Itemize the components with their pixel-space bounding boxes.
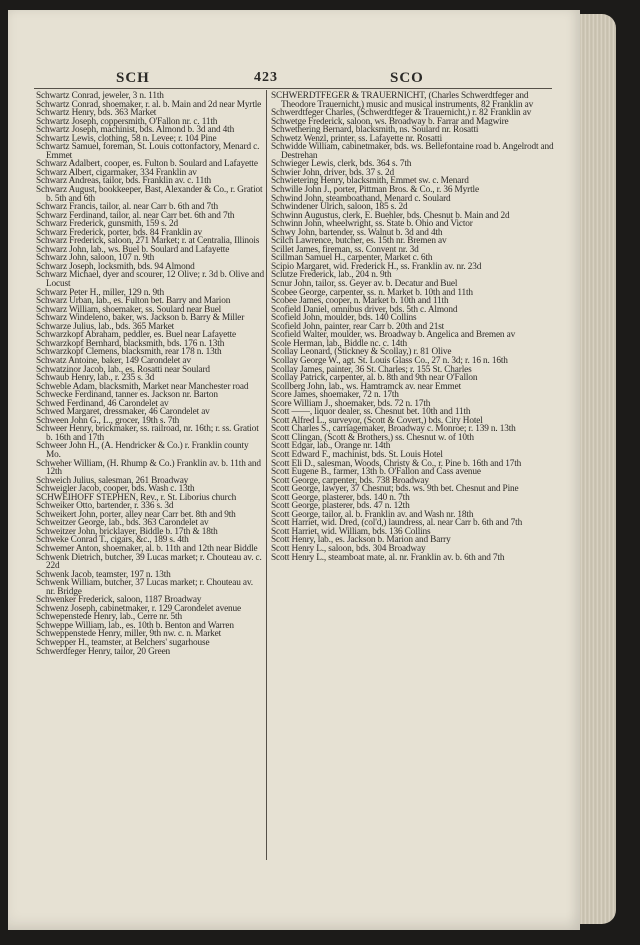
directory-entry: Scobee James, cooper, n. Market b. 10th and 11th [271, 296, 449, 307]
directory-entry: Schwarz Ferdinand, tailor, al. near Carr bet. 6th and 7th [36, 210, 235, 221]
directory-entry: Scipio Margaret, wid. Frederick H., ss. Franklin av. nr. 23d [271, 261, 482, 272]
directory-entry: Schweble Adam, blacksmith, Market near Manchester road [36, 381, 249, 392]
directory-entry: Schwarzkopf Abraham, peddler, es. Buel near Lafayette [36, 330, 236, 341]
directory-entry: Scobee George, carpenter, ss. n. Market b. 10th and 11th [271, 287, 473, 298]
directory-entry: Schwartz Henry, bds. 363 Market [36, 108, 157, 119]
directory-entry: SCHWEIHOFF STEPHEN, Rev., r. St. Liborius church [36, 492, 237, 503]
directory-entry: Scott Eugene B., farmer, 13th b. O'Fallon and Cass avenue [271, 467, 481, 478]
directory-entry: Schwartz Conrad, shoemaker, r. al. b. Main and 2d near Myrtle [36, 99, 262, 110]
directory-entry: Schwy John, bartender, ss. Walnut b. 3d and 4th [271, 227, 443, 238]
directory-entry: Scillet James, fireman, ss. Convent nr. 3d [271, 244, 419, 255]
directory-entry: Scott Charles S., carriagemaker, Broadway c. Monroe; r. 139 n. 13th [271, 424, 516, 435]
directory-entry: Schwinn Augustus, clerk, E. Buehler, bds. Chesnut b. Main and 2d [271, 210, 510, 221]
header-right-guide-word: SCO [390, 70, 424, 86]
directory-entry: Schwarz Urban, lab., es. Fulton bet. Barry and Marion [36, 296, 231, 307]
directory-entry: Scollberg John, lab., ws. Hamtramck av. near Emmet [271, 381, 462, 392]
directory-entry: Schwerdfeger Henry, tailor, 20 Green [36, 646, 171, 657]
directory-entry: Schwarzkopf Clemens, blacksmith, rear 178 n. 13th [36, 347, 222, 358]
directory-entry: Schwarzkopf Bernhard, blacksmith, bds. 176 n. 13th [36, 338, 225, 349]
directory-entry: Scott George, tailor, al. b. Franklin av. and Wash nr. 18th [271, 509, 474, 520]
directory-entry: Schwieger Lewis, clerk, bds. 364 s. 7th [271, 159, 412, 170]
directory-entry: Sclutze Frederick, lab., 204 n. 9th [271, 270, 392, 281]
directory-entry: Schwerdtfeger Charles, (Schwerdtfeger & Trauernicht,) r. 82 Franklin av [271, 108, 532, 119]
directory-entry: Schweke Conrad T., cigars, &c., 189 s. 4th [36, 535, 189, 546]
directory-entry: Schwarz Joseph, locksmith, bds. 94 Almond [36, 261, 195, 272]
directory-entry: Schwed Margaret, dressmaker, 46 Carondelet av [36, 407, 210, 418]
directory-entry: Schweppe William, lab., es. 10th b. Benton and Warren [36, 620, 234, 631]
directory-entry: Schwarz Peter H., miller, 129 n. 9th [36, 287, 164, 298]
directory-entry: Schwarz John, lab., ws. Buel b. Soulard and Lafayette [36, 244, 230, 255]
directory-entry: Schwetz Wenzl, printer, ss. Lafayette nr. Rosatti [271, 133, 443, 144]
directory-entry: Schwarz Michael, dyer and scourer, 12 Olive; r. 3d b. Olive and Locust [36, 270, 264, 290]
page-number: 423 [254, 70, 278, 85]
directory-entry: Schwenk William, butcher, 37 Lucas market; r. Chouteau av. nr. Bridge [36, 578, 253, 597]
directory-entry: Schwarz John, saloon, 107 n. 9th [36, 253, 155, 264]
directory-entry: Scollay Patrick, carpenter, al. b. 8th and 9th near O'Fallon [271, 373, 478, 384]
directory-entry: Scott George, lawyer, 37 Chesnut; bds. ws. 9th bet. Chesnut and Pine [271, 484, 519, 495]
directory-entry: Schwarz August, bookkeeper, Bast, Alexander & Co., r. Gratiot b. 5th and 6th [36, 185, 263, 204]
directory-entry: Scofield Walter, moulder, ws. Broadway b. Angelica and Bremen av [271, 330, 516, 341]
directory-entry: Schwatzinor Jacob, lab., es. Rosatti near Soulard [36, 364, 210, 375]
directory-entry: Scott Henry L., saloon, bds. 304 Broadway [271, 543, 426, 554]
directory-entry: Scillman Samuel H., carpenter, Market c. 6th [271, 253, 433, 264]
directory-entry: Scott Henry, lab., es. Jackson b. Marion and Barry [271, 535, 451, 546]
directory-entry: Schwarz Frederick, porter, bds. 84 Franklin av [36, 227, 202, 238]
directory-entry: Scott Harriet, wid. Dred, (col'd,) laundress, al. near Carr b. 6th and 7th [271, 518, 523, 529]
directory-entry: Schwidde William, cabinetmaker, bds. ws. Bellefontaine road b. Angelrodt and Destrehan [271, 142, 554, 161]
directory-entry: Scofield John, painter, rear Carr b. 20th and 21st [271, 321, 445, 332]
directory-entry: Scofield Daniel, omnibus driver, bds. 5th c. Almond [271, 304, 458, 315]
directory-entry: Scofield John, moulder, bds. 140 Collins [271, 313, 417, 324]
directory-entry: Schwarz Adalbert, cooper, es. Fulton b. Soulard and Lafayette [36, 159, 258, 170]
directory-entry: Schweigler Jacob, cooper, bds. Wash c. 13th [36, 484, 195, 495]
directory-entry: Schweikert John, porter, alley near Carr bet. 8th and 9th [36, 509, 236, 520]
directory-entry: Scott George, plasterer, bds. 47 n. 12th [271, 501, 410, 512]
directory-entry: Schwecke Ferdinand, tanner es. Jackson nr. Barton [36, 390, 218, 401]
directory-entry: Scott Clingan, (Scott & Brothers,) ss. Chesnut w. of 10th [271, 432, 474, 443]
directory-entry: Scott Edward F., machinist, bds. St. Louis Hotel [271, 449, 443, 460]
directory-entry: Schwethering Bernard, blacksmith, ns. Soulard nr. Rosatti [271, 125, 479, 136]
right-column [271, 92, 559, 562]
directory-entry: Schwarz Andreas, tailor, bds. Franklin av. c. 11th [36, 176, 212, 187]
directory-entry: Schwarz Francis, tailor, al. near Carr b. 6th and 7th [36, 202, 218, 213]
directory-entry: Schwenk Jacob, teamster, 197 n. 13th [36, 569, 171, 580]
directory-entry: Schwindener Ulrich, saloon, 185 s. 2d [271, 202, 408, 213]
directory-entry: Schwartz Samuel, foreman, St. Louis cottonfactory, Menard c. Emmet [36, 142, 260, 161]
directory-entry: Schwarze Julius, lab., bds. 365 Market [36, 321, 175, 332]
directory-entry: Schweppenstede Henry, miller, 9th nw. c. n. Market [36, 629, 222, 640]
directory-entry: Schwatz Antoine, baker, 149 Carondelet av [36, 355, 191, 366]
directory-entry: Schwarz Frederick, gunsmith, 159 s. 2d [36, 219, 178, 230]
directory-entry: Schwier John, driver, bds. 37 s. 2d [271, 167, 394, 178]
directory-entry: Scott Edgar, lab., Orange nr. 14th [271, 441, 391, 452]
directory-entry: Score James, shoemaker, 72 n. 17th [271, 390, 399, 401]
directory-entry: Schwietering Henry, blacksmith, Emmet sw. c. Menard [271, 176, 469, 187]
directory-entry: Scott Eli D., salesman, Woods, Christy & Co., r. Pine b. 16th and 17th [271, 458, 522, 469]
directory-entry: Schwarz Frederick, saloon, 271 Market; r. at Centralia, Illinois [36, 236, 260, 247]
directory-entry: SCHWERDTFEGER & TRAUERNICHT, (Charles Schwerdtfeger and Theodore Trauernicht,) music and musical instruments, 82 Franklin av [271, 91, 534, 110]
directory-entry: Schwind John, steamboathand, Menard c. Soulard [271, 193, 451, 204]
directory-entry: Scott Henry L., steamboat mate, al. nr. Franklin av. b. 6th and 7th [271, 552, 505, 563]
directory-entry: Scott Harriet, wid. William, bds. 136 Collins [271, 526, 431, 537]
directory-entry: Scott Alfred L., surveyor, (Scott & Covert,) bds. City Hotel [271, 415, 483, 426]
directory-entry: Schwarz Windeleno, baker, ws. Jackson b. Barry & Miller [36, 313, 245, 324]
directory-entry: Schwetge Frederick, saloon, ws. Broadway b. Farrar and Magwire [271, 116, 509, 127]
directory-entry: Scott George, plasterer, bds. 140 n. 7th [271, 492, 410, 503]
directory-entry: Schwemer Anton, shoemaker, al. b. 11th and 12th near Biddle [36, 543, 258, 554]
directory-entry: Schwartz Joseph, machinist, bds. Almond b. 3d and 4th [36, 125, 235, 136]
directory-page [8, 10, 580, 930]
header-rule [34, 88, 552, 89]
directory-entry: Schwartz Lewis, clothing, 58 n. Levee; r. 104 Pine [36, 133, 217, 144]
directory-entry: Schweer Henry, brickmaker, ss. railroad, nr. 16th; r. ss. Gratiot b. 16th and 17th [36, 424, 259, 443]
directory-entry: Schwartz Conrad, jeweler, 3 n. 11th [36, 91, 164, 101]
directory-entry: Schwenk Dietrich, butcher, 39 Lucas market; r. Chouteau av. c. 22d [36, 552, 262, 572]
directory-entry: Schwepenstede Henry, lab., Cerre nr. 5th [36, 612, 182, 623]
directory-entry: Schweher William, (H. Rhump & Co.) Franklin av. b. 11th and 12th [36, 458, 261, 478]
directory-entry: Score William J., shoemaker, bds. 72 n. 17th [271, 398, 431, 409]
header-left-guide-word: SCH [116, 70, 150, 86]
book-page-edges [580, 14, 616, 924]
directory-entry: Scilch Lawrence, butcher, es. 15th nr. Bremen av [271, 236, 447, 247]
directory-entry: Scott ——, liquor dealer, ss. Chesnut bet. 10th and 11th [271, 407, 471, 418]
directory-entry: Scole Herman, lab., Biddle nc. c. 14th [271, 338, 408, 349]
directory-entry: Schwed Ferdinand, 46 Carondelet av [36, 398, 169, 409]
directory-entry: Schwepper H., teamster, at Belchers' sugarhouse [36, 638, 210, 648]
directory-entry: Scollay Leonard, (Stickney & Scollay,) r. 81 Olive [271, 347, 452, 358]
directory-entry: Schwinn John, wheelwright, ss. State b. Ohio and Victor [271, 219, 473, 230]
left-column [36, 92, 264, 656]
directory-entry: Scott George, carpenter, bds. 738 Broadway [271, 475, 429, 486]
directory-entry: Schweer John H., (A. Hendricker & Co.) r. Franklin county Mo. [36, 441, 249, 460]
directory-entry: Schwarz Albert, cigarmaker, 334 Franklin av [36, 167, 197, 178]
directory-entry: Schwartz Joseph, coppersmith, O'Fallon nr. c. 11th [36, 116, 218, 127]
directory-entry: Schweitzer George, lab., bds. 363 Carondelet av [36, 518, 209, 529]
directory-entry: Schweiker Otto, bartender, r. 336 s. 3d [36, 501, 174, 512]
column-divider [266, 90, 267, 860]
directory-entry: Schweich Julius, salesman, 261 Broadway [36, 475, 189, 486]
directory-entry: Schwaub Henry, lab., r. 235 s. 3d [36, 373, 155, 384]
directory-entry: Schweitzer John, bricklayer, Biddle b. 17th & 18th [36, 526, 218, 537]
directory-entry: Schwenker Frederick, saloon, 1187 Broadway [36, 595, 202, 606]
directory-entry: Scollay James, painter, 36 St. Charles; r. 155 St. Charles [271, 364, 472, 375]
directory-entry: Schween John G., L., grocer, 19th s. 7th [36, 415, 180, 426]
directory-entry: Scnur John, tailor, ss. Geyer av. b. Decatur and Buel [271, 279, 458, 290]
directory-entry: Schwenz Joseph, cabinetmaker, r. 129 Carondelet avenue [36, 603, 242, 614]
directory-entry: Scollay George W., agt. St. Louis Glass Co., 27 n. 3d; r. 16 n. 16th [271, 355, 508, 366]
directory-entry: Schwarz William, shoemaker, ss. Soulard near Buel [36, 304, 222, 315]
directory-entry: Schwille John J., porter, Pittman Bros. & Co., r. 36 Myrtle [271, 185, 479, 196]
